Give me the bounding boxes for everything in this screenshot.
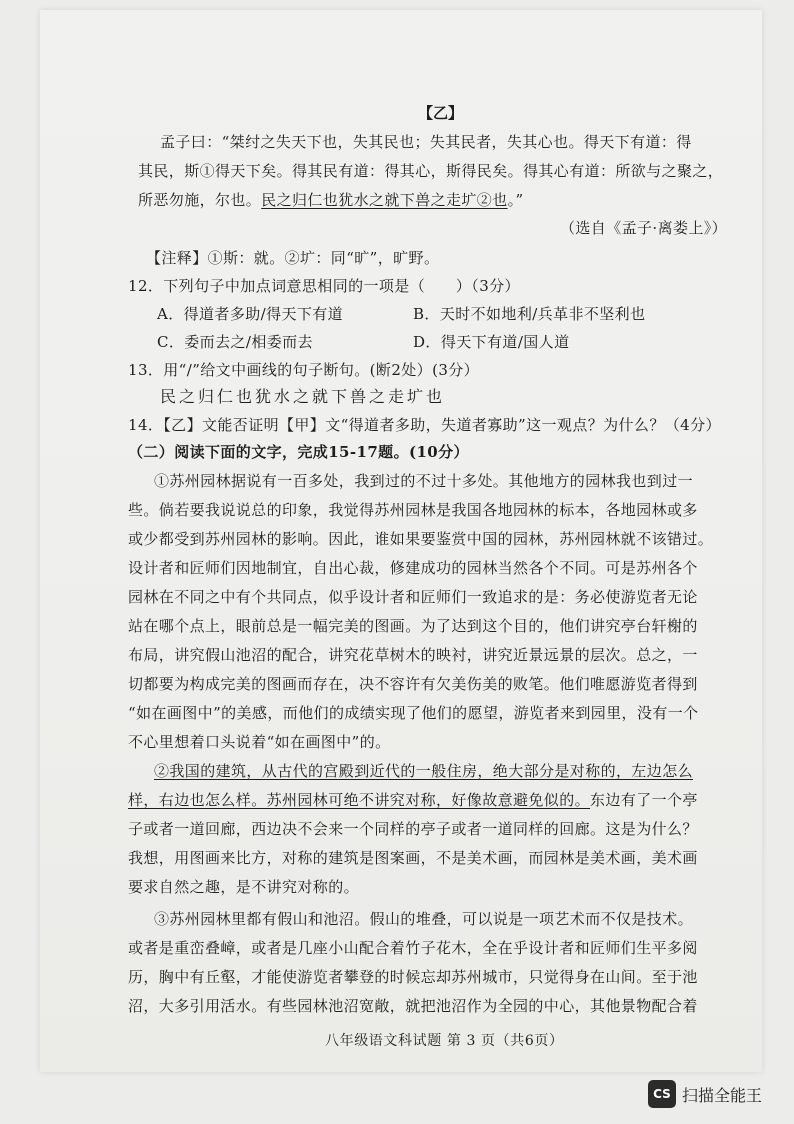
question-14-stem: 14．【乙】文能否证明【甲】文“得道者多助，失道者寡助”这一观点？为什么？（4分） xyxy=(128,416,721,434)
text-line: 布局，讲究假山池沼的配合，讲究花草树木的映衬，讲究近景远景的层次。总之，一 xyxy=(128,646,698,664)
text-line: 孟子曰：“桀纣之失天下也，失其民也；失其民者，失其心也。得天下有道：得 xyxy=(160,133,692,151)
question-13-stem: 13．用“/”给文中画线的句子断句。(断2处）(3分） xyxy=(128,361,480,379)
notes: 【注释】①斯：就。②圹：同“旷”，旷野。 xyxy=(146,249,440,267)
underlined-line: ②我国的建筑，从古代的宫殿到近代的一般住房，绝大部分是对称的，左边怎么 xyxy=(154,762,694,780)
text-line xyxy=(138,188,524,212)
text-line: 或少都受到苏州园林的影响。因此，谁如果要鉴赏中国的园林，苏州园林就不该错过。 xyxy=(128,530,714,548)
text-line: 设计者和匠师们因地制宜，自出心裁，修建成功的园林当然各个不同。可是苏州各个 xyxy=(128,559,698,577)
text-line: 些。倘若要我说说总的印象，我觉得苏州园林是我国各地园林的标本，各地园林或多 xyxy=(128,501,698,519)
text-line: 要求自然之趣，是不讲究对称的。 xyxy=(128,878,360,896)
q12-option-c: C．委而去之/相委而去 xyxy=(157,333,313,351)
q12-option-a: A．得道者多助/得天下有道 xyxy=(157,305,344,323)
text-line: 沼，大多引用活水。有些园林池沼宽敞，就把池沼作为全园的中心，其他景物配合着 xyxy=(128,997,698,1015)
text-line: 切都要为构成完美的图画而存在，决不容许有欠美伤美的败笔。他们唯愿游览者得到 xyxy=(128,675,698,693)
text-line: 历，胸中有丘壑，才能使游览者攀登的时候忘却苏州城市，只觉得身在山间。至于池 xyxy=(128,968,698,986)
text-line: ①苏州园林据说有一百多处，我到过的不过十多处。其他地方的园林我也到过一 xyxy=(154,472,694,490)
text-line: 子或者一道回廊，西边决不会来一个同样的亭子或者一道同样的回廊。这是为什么？ xyxy=(128,820,698,838)
text-line: 我想，用图画来比方，对称的建筑是图案画，不是美术画，而园林是美术画，美术画 xyxy=(128,849,698,867)
source-citation: （选自《孟子·离娄上》） xyxy=(560,219,728,237)
exam-page xyxy=(40,10,762,1072)
underlined-sentence: 民之归仁也犹水之就下兽之走圹②也 xyxy=(261,191,508,209)
text-line: 其民，斯①得天下矣。得其民有道：得其心，斯得民矣。得其心有道：所欲与之聚之， xyxy=(138,162,724,180)
text-line: 园林在不同之中有个共同点，似乎设计者和匠师们一致追求的是：务必使游览者无论 xyxy=(128,588,698,606)
text-segment: 东边有了一个亭 xyxy=(590,791,698,809)
question-12-stem: 12．下列句子中加点词意思相同的一项是（ ）（3分） xyxy=(128,277,520,295)
part-two-title: （二）阅读下面的文字，完成15-17题。(10分） xyxy=(128,443,469,461)
camscanner-logo-icon: CS xyxy=(648,1080,676,1108)
text-line: ③苏州园林里都有假山和池沼。假山的堆叠，可以说是一项艺术而不仅是技术。 xyxy=(154,910,694,928)
q12-option-d: D．得天下有道/国人道 xyxy=(413,333,570,351)
text-line: 不心里想着口头说着“如在画图中”的。 xyxy=(128,733,391,751)
text-line: “如在画图中”的美感，而他们的成绩实现了他们的愿望，游览者来到园里，没有一个 xyxy=(128,704,699,722)
page-footer: 八年级语文科试题 第 3 页（共6页） xyxy=(325,1033,564,1049)
text-line: 或者是重峦叠嶂，或者是几座小山配合着竹子花木，全在乎设计者和匠师们生平多阅 xyxy=(128,939,698,957)
section-b-title: 【乙】 xyxy=(418,104,464,122)
q12-option-b: B．天时不如地利/兵革非不坚利也 xyxy=(413,305,646,323)
question-13-sentence: 民之归仁也犹水之就下兽之走圹也 xyxy=(160,387,446,406)
text-line xyxy=(128,788,698,812)
scanner-brand-name: 扫描全能王 xyxy=(682,1086,763,1105)
text-segment: 。” xyxy=(507,191,524,209)
text-line: 站在哪个点上，眼前总是一幅完美的图画。为了达到这个目的，他们讲究亭台轩榭的 xyxy=(128,617,698,635)
text-segment: 所恶勿施，尔也。 xyxy=(138,191,262,209)
underlined-segment: 样，右边也怎么样。苏州园林可绝不讲究对称，好像故意避免似的。 xyxy=(128,791,591,809)
